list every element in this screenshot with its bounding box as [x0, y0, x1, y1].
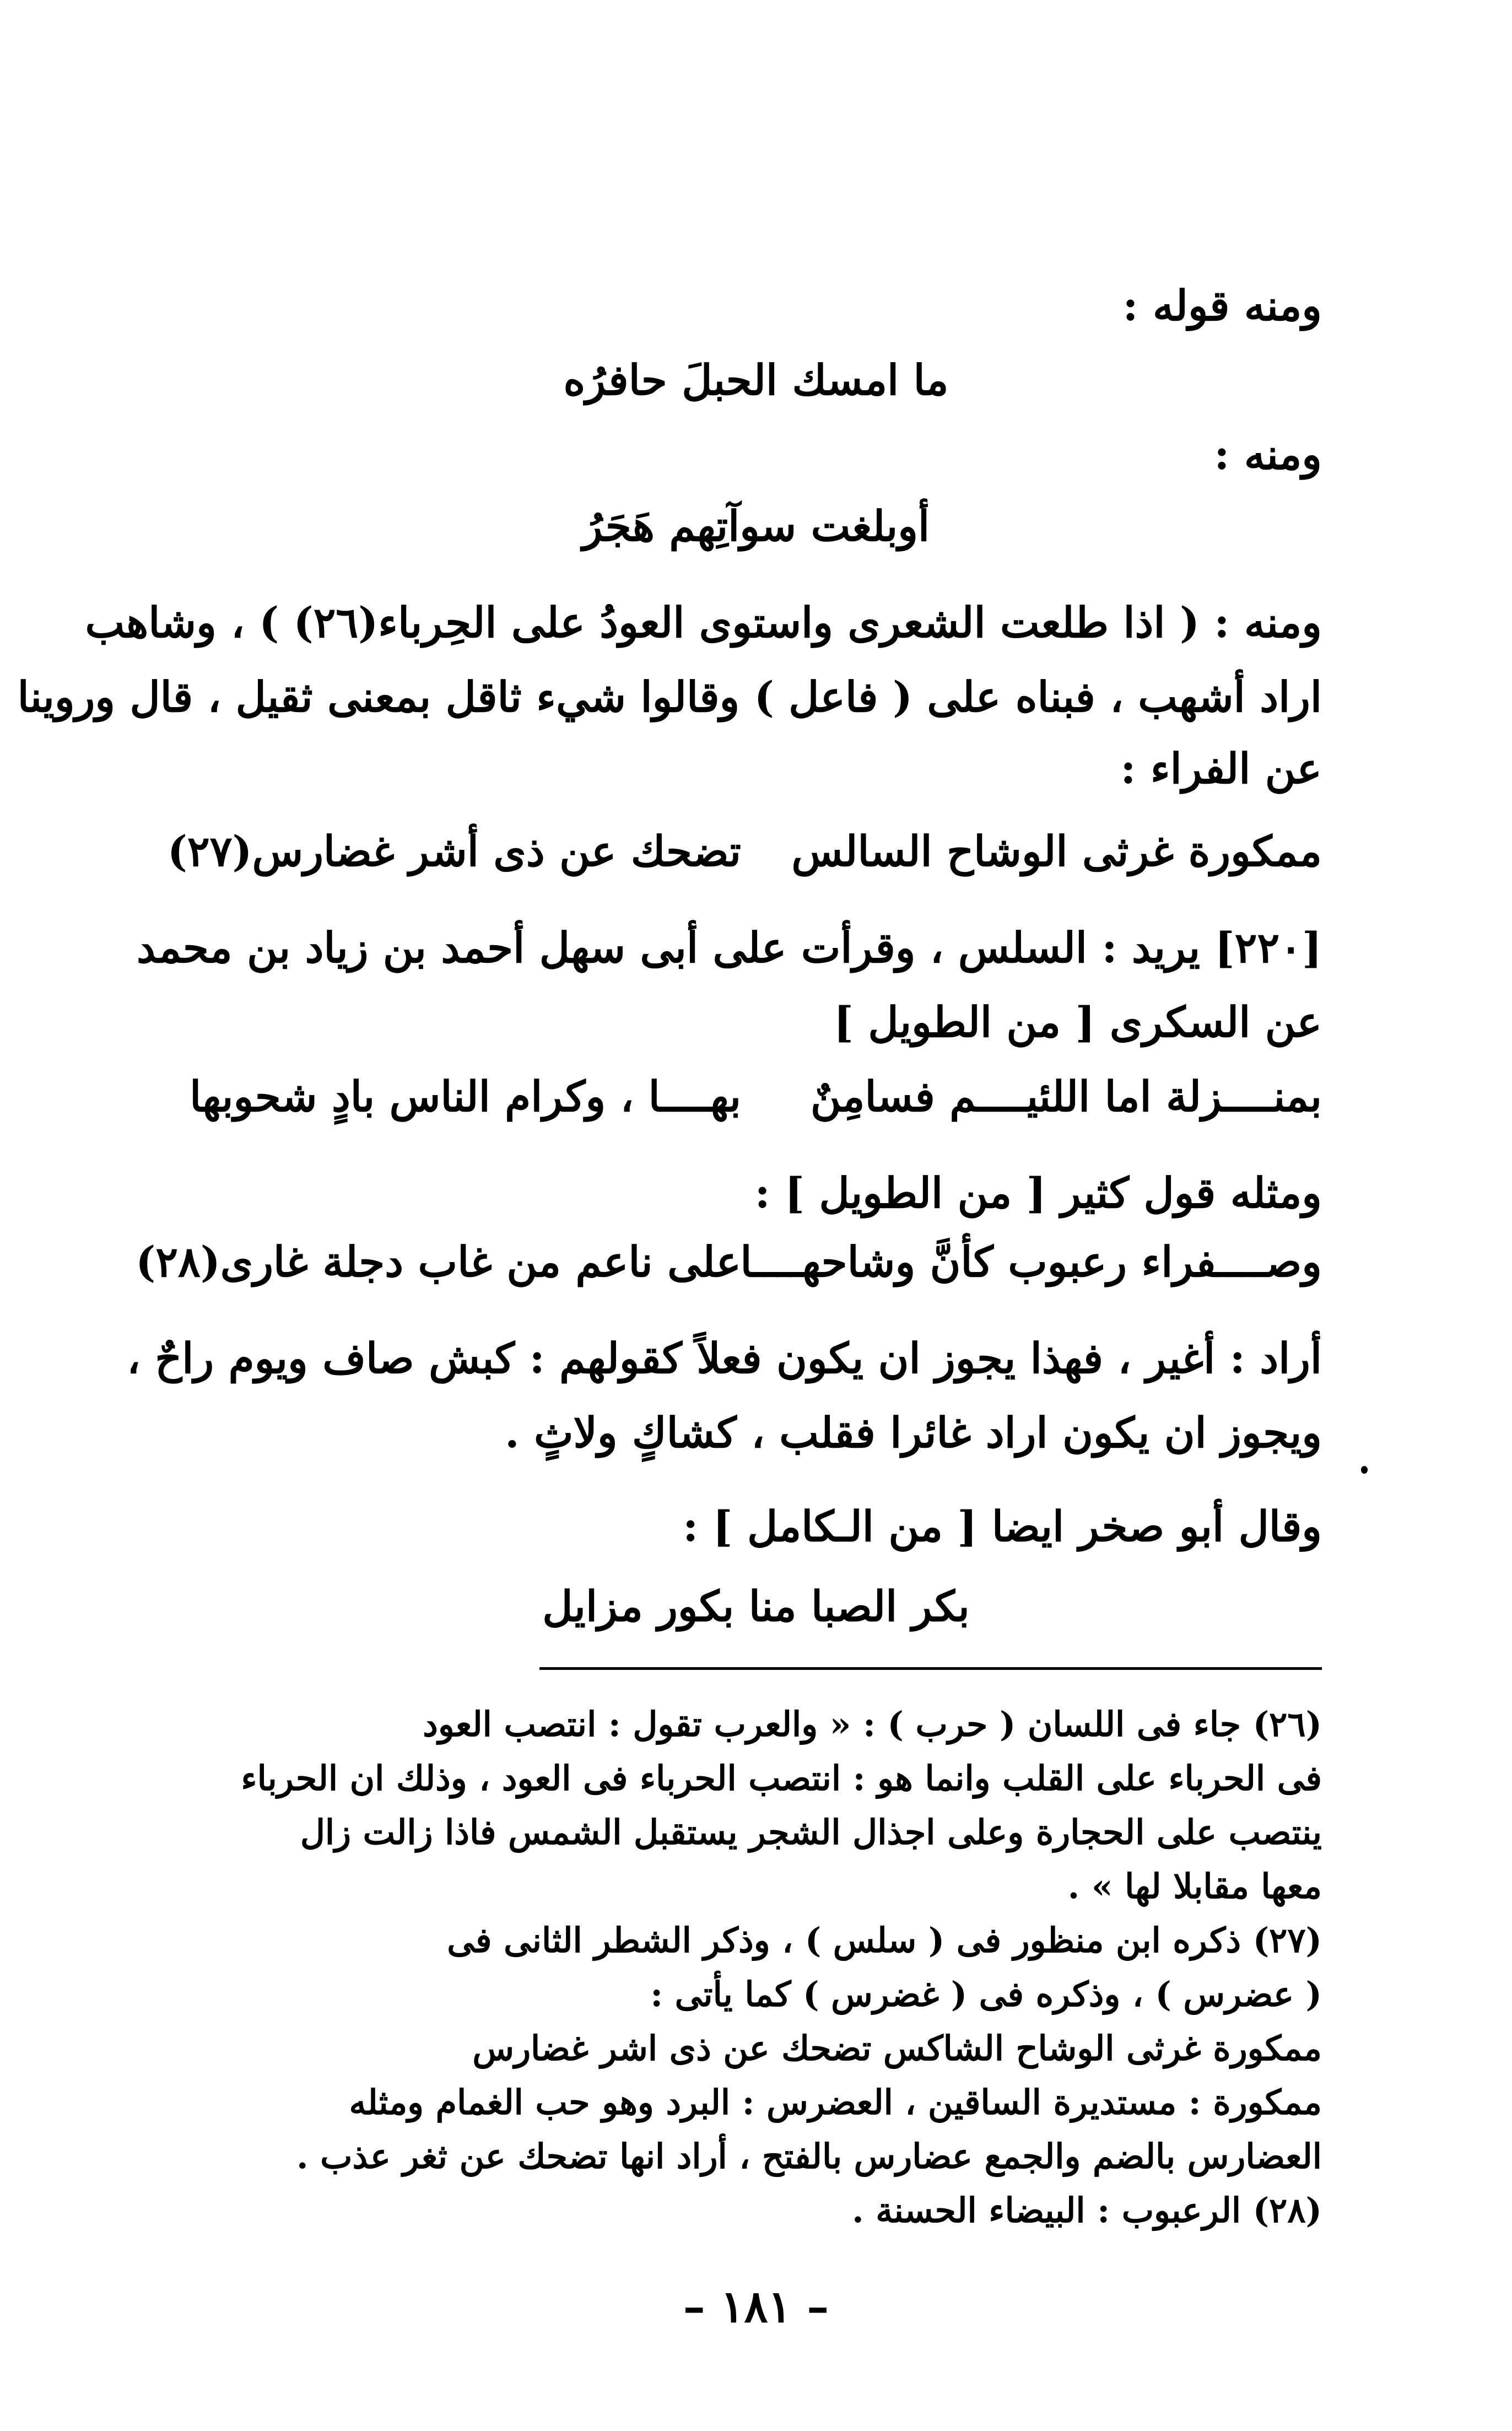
footnote-separator: [539, 1667, 1322, 1670]
paragraph-3: ومثله قول كثير [ من الطويل ] :: [754, 1168, 1322, 1217]
quoted-hemistich-1: ما امسك الحبلَ حافرُه: [563, 355, 949, 405]
margin-speck: [1361, 1466, 1368, 1474]
verse-1: [167, 821, 1322, 882]
paragraph-2-line-2: عن السكرى [ من الطويل ]: [833, 998, 1322, 1047]
paragraph-1-line-3: عن الفراء :: [1120, 744, 1322, 793]
intro-line-1: ومنه قوله :: [1122, 281, 1322, 330]
footnote-line-1: (٢٦) جاء فى اللسان ( حرب ) : « والعرب تقول : انتصب العود: [423, 1704, 1322, 1744]
verse-2-first-hemistich: بمنــــزلة اما اللئيــــم فسامِنٌ: [810, 1072, 1322, 1121]
footnote-line-2: فى الحرباء على القلب وانما هو : انتصب الحرباء فى العود ، وذلك ان الحرباء: [241, 1758, 1322, 1798]
footnote-line-5: (٢٧) ذكره ابن منظور فى ( سلس ) ، وذكر الشطر الثانى فى: [447, 1920, 1322, 1960]
paragraph-5: وقال أبو صخر ايضا [ من الـكامل ] :: [683, 1502, 1322, 1551]
verse-3: [136, 1232, 1322, 1292]
footnote-line-8: ممكورة : مستديرة الساقين ، العضرس : البرد وهو حب الغمام ومثله: [349, 2082, 1322, 2122]
footnote-line-6: ( عضرس ) ، وذكره فى ( غضرس ) كما يأتى :: [650, 1974, 1322, 2014]
quoted-hemistich-3: بكر الصبا منا بكور مزايل: [542, 1582, 970, 1631]
verse-2: [190, 1066, 1322, 1127]
footnote-line-10: (٢٨) الرعبوب : البيضاء الحسنة .: [852, 2190, 1322, 2230]
verse-2-second-hemistich: بهــــا ، وكرام الناس بادٍ شحوبها: [190, 1072, 741, 1121]
paragraph-4-line-2: ويجوز ان يكون اراد غائرا فقلب ، كشاكٍ ولاثٍ .: [505, 1408, 1322, 1457]
paragraph-1-line-2: اراد أشهب ، فبناه على ( فاعل ) وقالوا شيء ثاقل بمعنى ثقيل ، قال وروينا: [17, 672, 1322, 721]
page-number: – ١٨١ –: [683, 2281, 829, 2332]
paragraph-1-line-1: ومنه : ( اذا طلعت الشعرى واستوى العودُ على الحِرباء(٢٦) ) ، وشاهب: [85, 598, 1322, 647]
verse-1-first-hemistich: ممكورة غرثى الوشاح السالس: [791, 827, 1322, 876]
paragraph-2-line-1: [٢٢٠] يريد : السلس ، وقرأت على أبى سهل أحمد بن زياد بن محمد: [137, 923, 1322, 972]
footnote-line-9: العضارس بالضم والجمع عضارس بالفتح ، أراد انها تضحك عن ثغر عذب .: [296, 2136, 1322, 2176]
verse-1-second-hemistich: تضحك عن ذى أشر غضارس(٢٧): [167, 827, 741, 876]
footnote-line-7: ممكورة غرثى الوشاح الشاكس تضحك عن ذى اشر غضارس: [472, 2028, 1322, 2068]
verse-3-first-hemistich: وصــــفراء رعبوب كأنَّ وشاحهــــا: [740, 1237, 1322, 1286]
paragraph-4-line-1: أراد : أغير ، فهذا يجوز ان يكون فعلاً كقولهم : كبش صاف ويوم راحٌ ،: [127, 1334, 1322, 1383]
footnote-line-4: معها مقابلا لها » .: [1067, 1866, 1322, 1906]
quoted-hemistich-2: أوبلغت سوآتِهم هَجَرُ: [582, 502, 930, 551]
verse-3-second-hemistich: على ناعم من غاب دجلة غارى(٢٨): [136, 1237, 741, 1286]
intro-line-2: ومنه :: [1214, 430, 1322, 479]
footnote-line-3: ينتصب على الحجارة وعلى اجذال الشجر يستقبل الشمس فاذا زالت زال: [300, 1812, 1322, 1852]
